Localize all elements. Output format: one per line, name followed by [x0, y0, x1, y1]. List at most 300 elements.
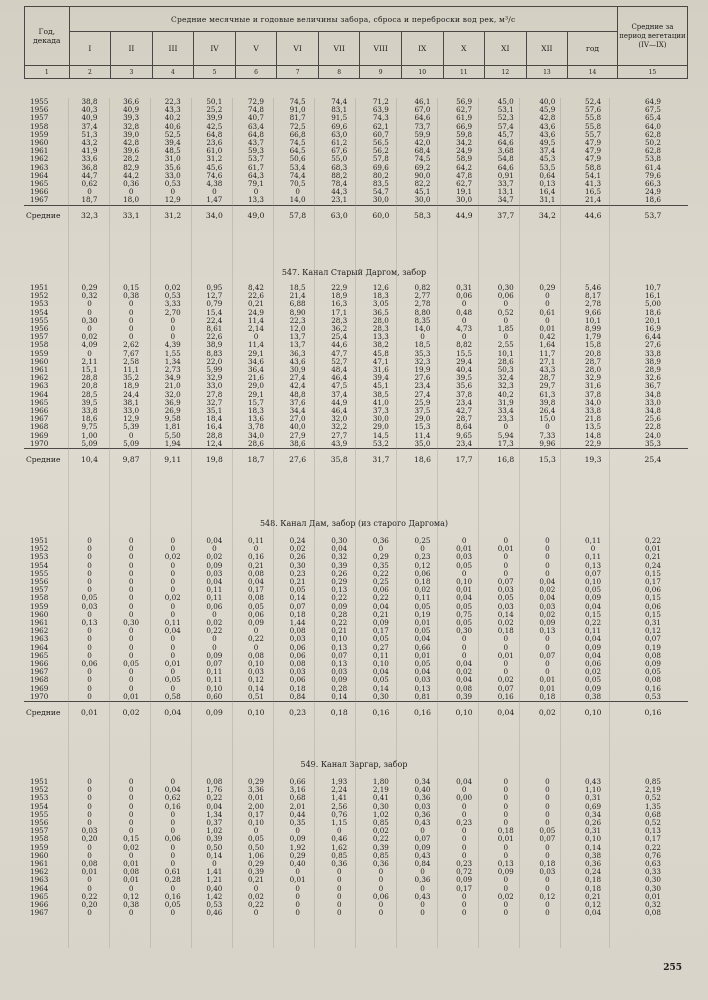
row-value: 0	[87, 553, 92, 562]
row-value: 0,01	[497, 545, 514, 554]
row-value: 0,05	[644, 668, 661, 677]
row-value: 37,3	[372, 407, 389, 416]
row-value: 0,61	[164, 868, 181, 877]
row-value: 0,35	[372, 561, 389, 570]
row-value: 39,0	[123, 130, 140, 139]
row-value: 0	[87, 876, 92, 885]
row-value: 0,36	[414, 794, 431, 803]
row-value: 50,2	[644, 139, 661, 148]
row-value: 3,68	[497, 147, 514, 156]
row-value: 68,3	[331, 163, 348, 172]
row-value: 32,2	[331, 423, 348, 432]
row-value: 0	[461, 901, 467, 910]
row-value: 0	[461, 316, 467, 325]
row-value: 65,4	[644, 114, 661, 123]
row-value: 0	[170, 851, 176, 860]
average-value: 17,7	[443, 449, 485, 465]
row-value: 0,28	[164, 876, 181, 885]
row-value: 4,39	[164, 341, 181, 350]
row-value: 0	[128, 635, 134, 644]
column-rule	[109, 98, 110, 948]
row-value: 13,7	[289, 341, 306, 350]
row-value: 0,09	[539, 619, 556, 628]
row-value: 0	[545, 316, 550, 325]
average-value: 0,10	[443, 702, 485, 718]
row-value: 0,06	[206, 602, 223, 611]
row-value: 21,8	[585, 415, 602, 424]
row-value: 0,01	[123, 876, 140, 885]
table-row	[24, 578, 688, 586]
row-value: 0,18	[539, 692, 556, 701]
row-value: 0,13	[497, 860, 514, 869]
header-number-1: 2	[69, 66, 111, 79]
row-value: 39,6	[123, 147, 140, 156]
row-value: 0,26	[289, 553, 306, 562]
row-value: 0,22	[206, 627, 223, 636]
row-value: 66,9	[456, 122, 473, 131]
row-value: 0	[170, 810, 176, 819]
row-value: 0	[128, 778, 134, 786]
row-value: 0,17	[644, 578, 661, 587]
row-value: 64,8	[247, 130, 264, 139]
header-numbers-row	[25, 66, 688, 79]
row-value: 0,03	[539, 868, 556, 877]
row-value: 45,8	[372, 349, 389, 358]
row-value: 0	[503, 884, 509, 893]
table-row	[24, 901, 688, 909]
row-value: 64,9	[644, 98, 661, 106]
average-label: Средние	[24, 205, 69, 221]
row-value: 0,46	[206, 909, 223, 918]
row-year: 1963	[30, 163, 49, 172]
row-value: 50,6	[289, 155, 306, 164]
row-value: 0,03	[497, 586, 514, 595]
page-number: 255	[663, 963, 682, 973]
column-rule	[396, 98, 397, 948]
table-row	[24, 619, 688, 627]
row-value: 33,4	[497, 407, 514, 416]
row-value: 0,02	[585, 668, 602, 677]
row-year: 1956	[30, 819, 49, 828]
row-year: 1957	[30, 114, 49, 123]
row-value: 56,5	[372, 139, 389, 148]
row-value: 72,9	[247, 98, 264, 106]
row-value: 0,06	[372, 892, 389, 901]
row-value: 37,6	[289, 398, 306, 407]
row-value: 0,05	[456, 619, 473, 628]
row-value: 0	[503, 561, 509, 570]
row-value: 0,03	[497, 602, 514, 611]
header-number-6: 7	[277, 66, 319, 79]
row-value: 0,09	[585, 594, 602, 603]
row-value: 0	[87, 843, 92, 852]
row-value: 0,30	[372, 692, 389, 701]
row-value: 12,7	[206, 292, 223, 301]
row-value: 0	[545, 545, 550, 554]
row-year: 1960	[30, 139, 49, 148]
row-value: 18,9	[331, 292, 348, 301]
row-value: 32,4	[497, 374, 514, 383]
row-value: 0,02	[123, 843, 140, 852]
table-row	[24, 106, 688, 114]
row-value: 0	[87, 537, 92, 545]
row-value: 0,18	[414, 578, 431, 587]
header-number-3: 4	[152, 66, 194, 79]
row-value: 0	[212, 545, 217, 554]
row-value: 0	[253, 333, 259, 342]
row-value: 23,4	[456, 439, 473, 448]
row-value: 58,8	[585, 163, 602, 172]
row-value: 0	[503, 333, 509, 342]
row-value: 0,22	[372, 569, 389, 578]
row-value: 0	[503, 810, 509, 819]
row-value: 0,12	[247, 676, 264, 685]
row-value: 82,9	[123, 163, 140, 172]
table-row	[24, 811, 688, 819]
row-value: 32,0	[331, 415, 348, 424]
row-value: 28,8	[206, 431, 223, 440]
row-value: 0,15	[644, 594, 661, 603]
row-year: 1963	[30, 382, 49, 391]
row-value: 0	[461, 569, 467, 578]
row-value: 0,12	[123, 892, 140, 901]
row-value: 8,17	[585, 292, 602, 301]
row-value: 1,34	[164, 357, 181, 366]
row-value: 29,1	[247, 390, 264, 399]
row-value: 0,05	[164, 676, 181, 685]
row-value: 31,0	[164, 155, 181, 164]
row-value: 0	[336, 868, 342, 877]
row-year: 1954	[30, 561, 49, 570]
average-value: 19,8	[194, 449, 236, 465]
row-value: 44,2	[123, 171, 140, 180]
row-year: 1955	[30, 316, 49, 325]
row-value: 0,46	[331, 835, 348, 844]
column-rule	[191, 98, 192, 948]
row-value: 0,08	[206, 778, 223, 786]
table-row	[24, 885, 688, 893]
row-value: 0	[253, 627, 259, 636]
row-value: 34,2	[456, 139, 473, 148]
row-value: 21,4	[585, 196, 602, 205]
row-value: 0,05	[372, 676, 389, 685]
row-value: 0,02	[289, 545, 306, 554]
row-value: 0	[545, 884, 550, 893]
row-value: 0,06	[247, 610, 264, 619]
row-value: 2,19	[372, 786, 389, 795]
row-value: 0,11	[206, 668, 223, 677]
row-value: 32,6	[644, 374, 661, 383]
row-year: 1956	[30, 578, 49, 587]
row-year: 1964	[30, 884, 49, 893]
row-value: 0	[87, 188, 92, 197]
row-value: 32,8	[123, 122, 140, 131]
row-value: 0,09	[206, 651, 223, 660]
row-value: 0	[170, 602, 176, 611]
row-value: 34,7	[497, 196, 514, 205]
row-value: 20,8	[585, 349, 602, 358]
header-number-8: 9	[360, 66, 402, 79]
row-value: 0,06	[81, 660, 98, 669]
row-value: 0,10	[585, 578, 602, 587]
row-value: 9,65	[456, 431, 473, 440]
row-value: 35,6	[164, 163, 181, 172]
row-value: 0,43	[414, 819, 431, 828]
row-value: 0,04	[164, 627, 181, 636]
row-value: 0,01	[123, 860, 140, 869]
row-value: 0	[128, 851, 134, 860]
row-value: 0,51	[247, 692, 264, 701]
average-value: 31,7	[360, 449, 402, 465]
row-value: 0,22	[644, 843, 661, 852]
row-value: 5,39	[123, 423, 140, 432]
section-table	[24, 537, 688, 717]
row-value: 0,13	[539, 180, 556, 189]
row-value: 0	[170, 561, 176, 570]
header-vegetation-column: Средние за период вегетации (IV—IX)	[617, 7, 687, 66]
row-value: 0	[87, 308, 92, 317]
row-value: 0	[128, 684, 134, 693]
row-value: 0,39	[456, 692, 473, 701]
row-value: 0,85	[331, 851, 348, 860]
row-year: 1965	[30, 180, 49, 189]
row-value: 0,04	[206, 802, 223, 811]
row-value: 0,01	[497, 651, 514, 660]
row-value: 83,5	[372, 180, 389, 189]
row-value: 2,78	[414, 300, 431, 309]
table-row	[24, 317, 688, 325]
average-value: 57,8	[277, 205, 319, 221]
row-value: 0,27	[372, 643, 389, 652]
row-value: 22,6	[206, 333, 223, 342]
row-value: 0	[87, 349, 92, 358]
row-value: 29,0	[247, 382, 264, 391]
row-value: 0,04	[585, 651, 602, 660]
row-value: 0	[128, 325, 134, 334]
table-row	[24, 374, 688, 382]
row-value: 40,4	[456, 366, 473, 375]
average-label: Средние	[24, 449, 69, 465]
row-value: 41,9	[81, 147, 98, 156]
table-row	[24, 603, 688, 611]
row-value: 12,6	[372, 284, 389, 292]
average-value: 0,23	[277, 702, 319, 718]
row-value: 0	[336, 876, 342, 885]
row-value: 0	[545, 843, 550, 852]
row-year: 1954	[30, 802, 49, 811]
row-value: 0,29	[289, 851, 306, 860]
table-row	[24, 350, 688, 358]
row-value: 0	[503, 786, 509, 795]
row-value: 0,01	[289, 876, 306, 885]
row-value: 0,31	[585, 827, 602, 836]
row-value: 38,5	[372, 390, 389, 399]
row-value: 42,5	[206, 122, 223, 131]
row-value: 18,4	[206, 415, 223, 424]
row-value: 53,4	[289, 163, 306, 172]
row-year: 1956	[30, 325, 49, 334]
row-value: 2,78	[585, 300, 602, 309]
row-value: 0,33	[644, 868, 661, 877]
row-value: 0,03	[414, 802, 431, 811]
column-rule	[478, 98, 479, 948]
row-value: 3,36	[247, 786, 264, 795]
row-value: 33,8	[585, 407, 602, 416]
row-value: 61,9	[456, 114, 473, 123]
row-value: 44,3	[331, 188, 348, 197]
header-number-12: 13	[526, 66, 568, 79]
row-value: 1,93	[331, 778, 348, 786]
row-year: 1961	[30, 366, 49, 375]
row-value: 0	[295, 188, 300, 197]
table-row	[24, 778, 688, 786]
row-value: 0	[503, 794, 509, 803]
row-value: 0,05	[164, 901, 181, 910]
row-value: 0,18	[289, 610, 306, 619]
row-value: 52,5	[164, 130, 181, 139]
row-value: 32,9	[206, 374, 223, 383]
row-value: 0,29	[247, 860, 264, 869]
row-value: 0,09	[497, 868, 514, 877]
column-rule	[314, 98, 315, 948]
table-row	[24, 123, 688, 131]
row-value: 0,23	[289, 569, 306, 578]
row-year: 1970	[30, 439, 49, 448]
row-value: 35,2	[123, 374, 140, 383]
row-year: 1951	[30, 284, 49, 292]
row-value: 0,14	[372, 684, 389, 693]
row-value: 0,08	[644, 676, 661, 685]
row-value: 0,76	[644, 851, 661, 860]
row-value: 0,02	[497, 619, 514, 628]
row-year: 1968	[30, 423, 49, 432]
row-value: 0,08	[123, 868, 140, 877]
average-row	[24, 449, 688, 465]
row-value: 0,53	[164, 180, 181, 189]
row-value: 5,09	[81, 439, 98, 448]
row-value: 28,2	[123, 155, 140, 164]
table-row	[24, 668, 688, 676]
row-value: 0,02	[456, 668, 473, 677]
table-row	[24, 803, 688, 811]
row-value: 57,4	[497, 122, 514, 131]
row-value: 27,0	[289, 415, 306, 424]
row-value: 59,3	[247, 147, 264, 156]
row-value: 22,4	[206, 316, 223, 325]
row-value: 0	[128, 578, 134, 587]
row-value: 24,0	[644, 431, 661, 440]
row-value: 0,85	[372, 819, 389, 828]
row-value: 47,9	[585, 139, 602, 148]
row-value: 0,05	[81, 594, 98, 603]
row-value: 0,53	[644, 692, 661, 701]
row-value: 3,78	[247, 423, 264, 432]
row-value: 74,4	[289, 171, 306, 180]
row-value: 0	[420, 909, 425, 918]
row-year: 1963	[30, 876, 49, 885]
row-value: 0,14	[247, 684, 264, 693]
row-value: 81,7	[289, 114, 306, 123]
average-row	[24, 702, 688, 718]
row-value: 5,00	[644, 300, 661, 309]
table-row	[24, 652, 688, 660]
average-value: 0,10	[568, 702, 618, 718]
row-value: 0	[503, 851, 509, 860]
row-value: 0	[87, 325, 92, 334]
row-value: 47,5	[331, 382, 348, 391]
row-value: 0	[503, 635, 509, 644]
row-value: 0	[170, 578, 176, 587]
row-value: 83,1	[331, 106, 348, 115]
row-value: 32,3	[414, 357, 431, 366]
row-value: 0,30	[644, 884, 661, 893]
row-value: 8,90	[289, 308, 306, 317]
row-value: 52,3	[497, 114, 514, 123]
row-value: 0	[87, 300, 92, 309]
row-value: 56,2	[372, 147, 389, 156]
row-year: 1966	[30, 660, 49, 669]
row-value: 0,04	[539, 578, 556, 587]
row-value: 0,11	[206, 676, 223, 685]
row-value: 0,05	[497, 594, 514, 603]
row-value: 0,30	[123, 619, 140, 628]
row-value: 50,3	[497, 366, 514, 375]
row-value: 53,8	[644, 155, 661, 164]
row-value: 0	[170, 316, 176, 325]
row-value: 0,11	[585, 553, 602, 562]
row-value: 0	[87, 676, 92, 685]
row-value: 25,6	[644, 415, 661, 424]
average-value: 35,8	[318, 449, 360, 465]
row-value: 0,30	[456, 627, 473, 636]
row-value: 74,5	[289, 98, 306, 106]
row-value: 0,50	[206, 843, 223, 852]
row-value: 57,8	[372, 155, 389, 164]
row-value: 14,0	[414, 325, 431, 334]
row-value: 32,9	[585, 374, 602, 383]
table-row	[24, 676, 688, 684]
row-value: 21,6	[247, 374, 264, 383]
row-value: 0	[378, 876, 384, 885]
row-value: 18,5	[414, 341, 431, 350]
row-value: 0,18	[585, 876, 602, 885]
row-value: 0,07	[289, 602, 306, 611]
row-year: 1967	[30, 196, 49, 205]
average-row	[24, 205, 688, 221]
row-value: 0,15	[123, 835, 140, 844]
row-value: 15,3	[414, 423, 431, 432]
table-row	[24, 644, 688, 652]
row-value: 0,69	[585, 802, 602, 811]
row-year: 1959	[30, 602, 49, 611]
header-number-2: 3	[111, 66, 153, 79]
row-value: 0	[170, 333, 176, 342]
average-value: 0,09	[194, 702, 236, 718]
row-value: 0	[378, 901, 384, 910]
row-value: 0,02	[206, 553, 223, 562]
row-value: 72,5	[289, 122, 306, 131]
row-value: 10,1	[585, 316, 602, 325]
row-value: 30,0	[456, 196, 473, 205]
table-row	[24, 827, 688, 835]
row-value: 1,41	[206, 868, 223, 877]
row-value: 37,4	[81, 122, 98, 131]
row-value: 0	[170, 778, 176, 786]
row-value: 0,21	[247, 561, 264, 570]
row-year: 1968	[30, 676, 49, 685]
row-value: 0,08	[644, 909, 661, 918]
row-value: 55,8	[585, 122, 602, 131]
